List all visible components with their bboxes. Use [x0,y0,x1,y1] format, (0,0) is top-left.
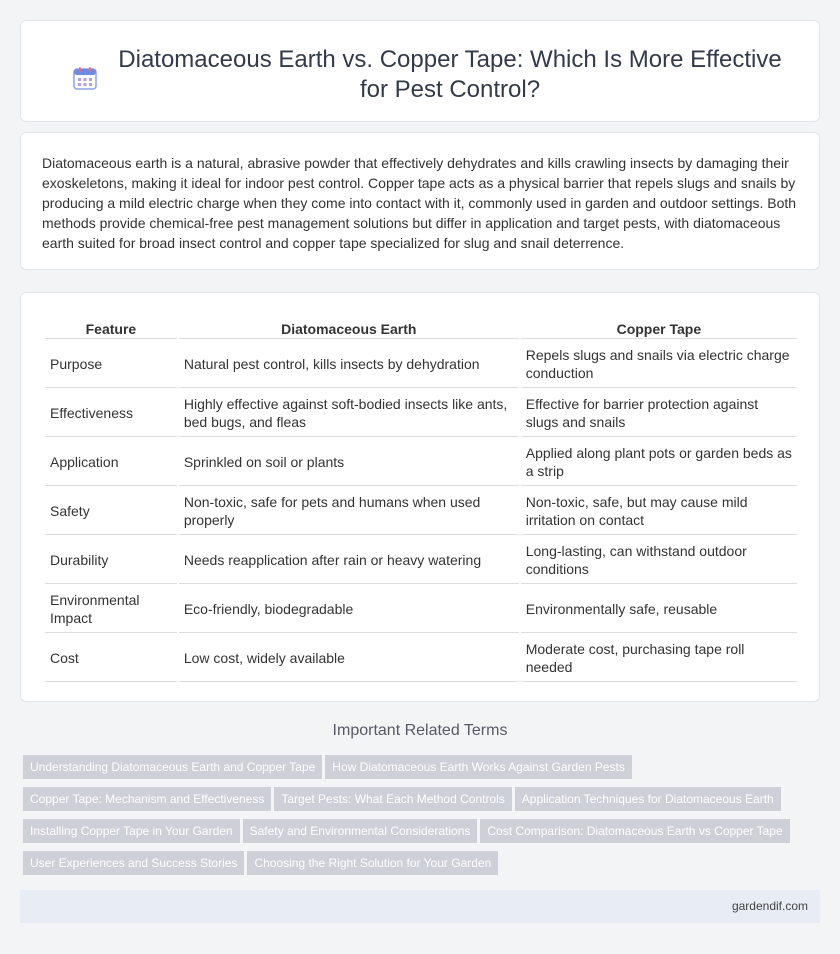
calendar-icon [72,65,98,91]
related-tag[interactable]: Safety and Environmental Considerations [243,819,478,843]
related-terms-title: Important Related Terms [332,722,508,739]
footer-site-link[interactable]: gardendif.com [731,899,808,913]
header-diatomaceous-earth: Diatomaceous Earth [179,317,519,339]
cell-copper-tape: Applied along plant pots or garden beds as a strip [521,439,797,486]
related-terms-tags [23,755,823,883]
cell-copper-tape: Environmentally safe, reusable [521,586,797,633]
cell-diatomaceous-earth: Sprinkled on soil or plants [179,439,519,486]
related-tag[interactable]: Application Techniques for Diatomaceous Earth [515,787,781,811]
cell-diatomaceous-earth: Low cost, widely available [179,635,519,682]
cell-feature: Safety [45,488,177,535]
related-tag[interactable]: Cost Comparison: Diatomaceous Earth vs Copper Tape [480,819,789,843]
cell-feature: Application [45,439,177,486]
cell-copper-tape: Moderate cost, purchasing tape roll needed [521,635,797,682]
header-card [20,20,820,122]
related-tag[interactable]: Installing Copper Tape in Your Garden [23,819,240,843]
cell-diatomaceous-earth: Non-toxic, safe for pets and humans when used properly [179,488,519,535]
cell-feature: Purpose [45,341,177,388]
cell-feature: Effectiveness [45,390,177,437]
table-row [45,537,797,584]
cell-diatomaceous-earth: Highly effective against soft-bodied insects like ants, bed bugs, and fleas [179,390,519,437]
cell-feature: Cost [45,635,177,682]
intro-card [20,132,820,270]
table-row [45,586,797,633]
table-row [45,635,797,682]
comparison-table [43,315,799,684]
related-tag[interactable]: Target Pests: What Each Method Controls [274,787,511,811]
cell-diatomaceous-earth: Eco-friendly, biodegradable [179,586,519,633]
header-copper-tape: Copper Tape [521,317,797,339]
related-tag[interactable]: Copper Tape: Mechanism and Effectiveness [23,787,271,811]
table-row [45,390,797,437]
cell-copper-tape: Effective for barrier protection against slugs and snails [521,390,797,437]
table-row [45,488,797,535]
related-tag[interactable]: User Experiences and Success Stories [23,851,244,875]
header-feature: Feature [45,317,177,339]
cell-copper-tape: Repels slugs and snails via electric charge conduction [521,341,797,388]
footer [20,890,820,923]
related-tag[interactable]: How Diatomaceous Earth Works Against Garden Pests [325,755,632,779]
table-header-row [45,317,797,339]
cell-diatomaceous-earth: Needs reapplication after rain or heavy watering [179,537,519,584]
related-tag[interactable]: Choosing the Right Solution for Your Garden [247,851,498,875]
table-row [45,341,797,388]
table-row [45,439,797,486]
cell-copper-tape: Non-toxic, safe, but may cause mild irritation on contact [521,488,797,535]
cell-feature: Environmental Impact [45,586,177,633]
cell-feature: Durability [45,537,177,584]
cell-copper-tape: Long-lasting, can withstand outdoor conditions [521,537,797,584]
comparison-table-card [20,292,820,702]
page-title: Diatomaceous Earth vs. Copper Tape: Which Is More Effective for Pest Control? [118,46,782,103]
related-tag[interactable]: Understanding Diatomaceous Earth and Copper Tape [23,755,322,779]
cell-diatomaceous-earth: Natural pest control, kills insects by dehydration [179,341,519,388]
intro-paragraph: Diatomaceous earth is a natural, abrasive powder that effectively dehydrates and kills crawling insects by damaging their exoskeletons, making it ideal for indoor pest control. Copper tape acts as a physical barrier that repels slugs and snails by producing a mild electric charge when they come into contact with it, commonly used in garden and outdoor settings. Both methods provide chemical-free pest management solutions but differ in application and target pests, with diatomaceous earth suited for broad insect control and copper tape specialized for slug and snail deterrence. [42,155,797,251]
